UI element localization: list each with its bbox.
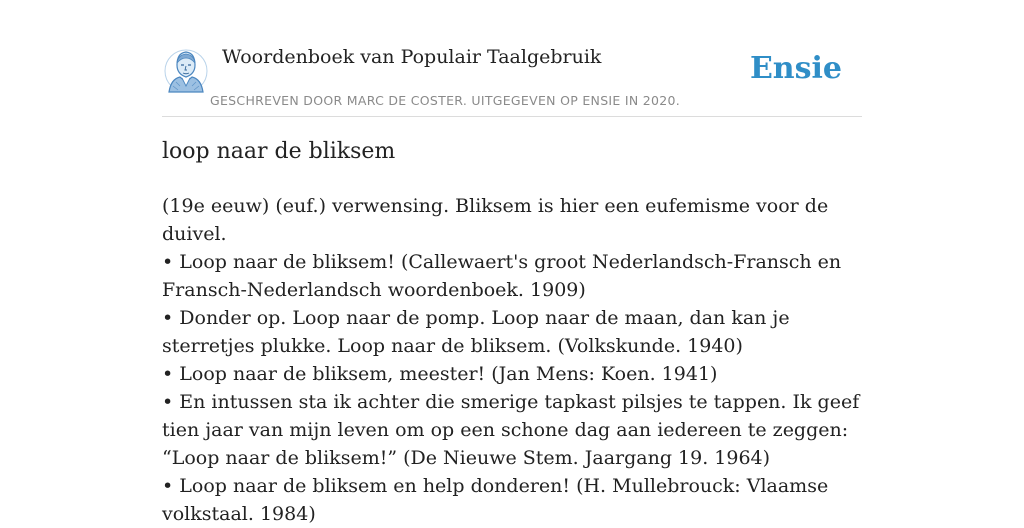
example-text: Loop naar de bliksem en help donderen! (H. Mullebrouck: Vlaamse volkstaal. 1984) — [162, 475, 829, 525]
example-list — [162, 248, 862, 528]
example-item — [162, 248, 862, 304]
example-text: Loop naar de bliksem! (Callewaert's groot Nederlandsch-Fransch en Fransch-Nederlandsch woordenboek. 1909) — [162, 251, 842, 301]
author-byline: GESCHREVEN DOOR MARC DE COSTER. UITGEGEVEN OP ENSIE IN 2020. — [210, 93, 681, 108]
entry-definition: (19e eeuw) (euf.) verwensing. Bliksem is hier een eufemisme voor de duivel. — [162, 195, 829, 245]
example-item — [162, 388, 862, 472]
example-text: En intussen sta ik achter die smerige tapkast pilsjes te tappen. Ik geef tien jaar van mijn leven om op een schone dag aan iedereen te zeggen: “Loop naar de bliksem!” (De Nieuwe Stem. Jaargang 19. 1964) — [162, 391, 860, 469]
example-text: Loop naar de bliksem, meester! (Jan Mens: Koen. 1941) — [179, 363, 718, 385]
bullet-icon: • — [162, 251, 174, 273]
entry-title: loop naar de bliksem — [162, 139, 396, 164]
example-item — [162, 360, 862, 388]
ensie-logo[interactable]: Ensie — [749, 51, 842, 86]
bullet-icon: • — [162, 307, 174, 329]
example-item — [162, 472, 862, 528]
bullet-icon: • — [162, 475, 174, 497]
bullet-icon: • — [162, 391, 174, 413]
bullet-icon: • — [162, 363, 174, 385]
book-title[interactable]: Woordenboek van Populair Taalgebruik — [222, 46, 602, 68]
example-text: Donder op. Loop naar de pomp. Loop naar de maan, dan kan je sterretjes plukke. Loop naar de bliksem. (Volkskunde. 1940) — [162, 307, 790, 357]
dictionary-header — [162, 40, 862, 117]
author-portrait-icon[interactable] — [164, 46, 208, 96]
example-item — [162, 304, 862, 360]
